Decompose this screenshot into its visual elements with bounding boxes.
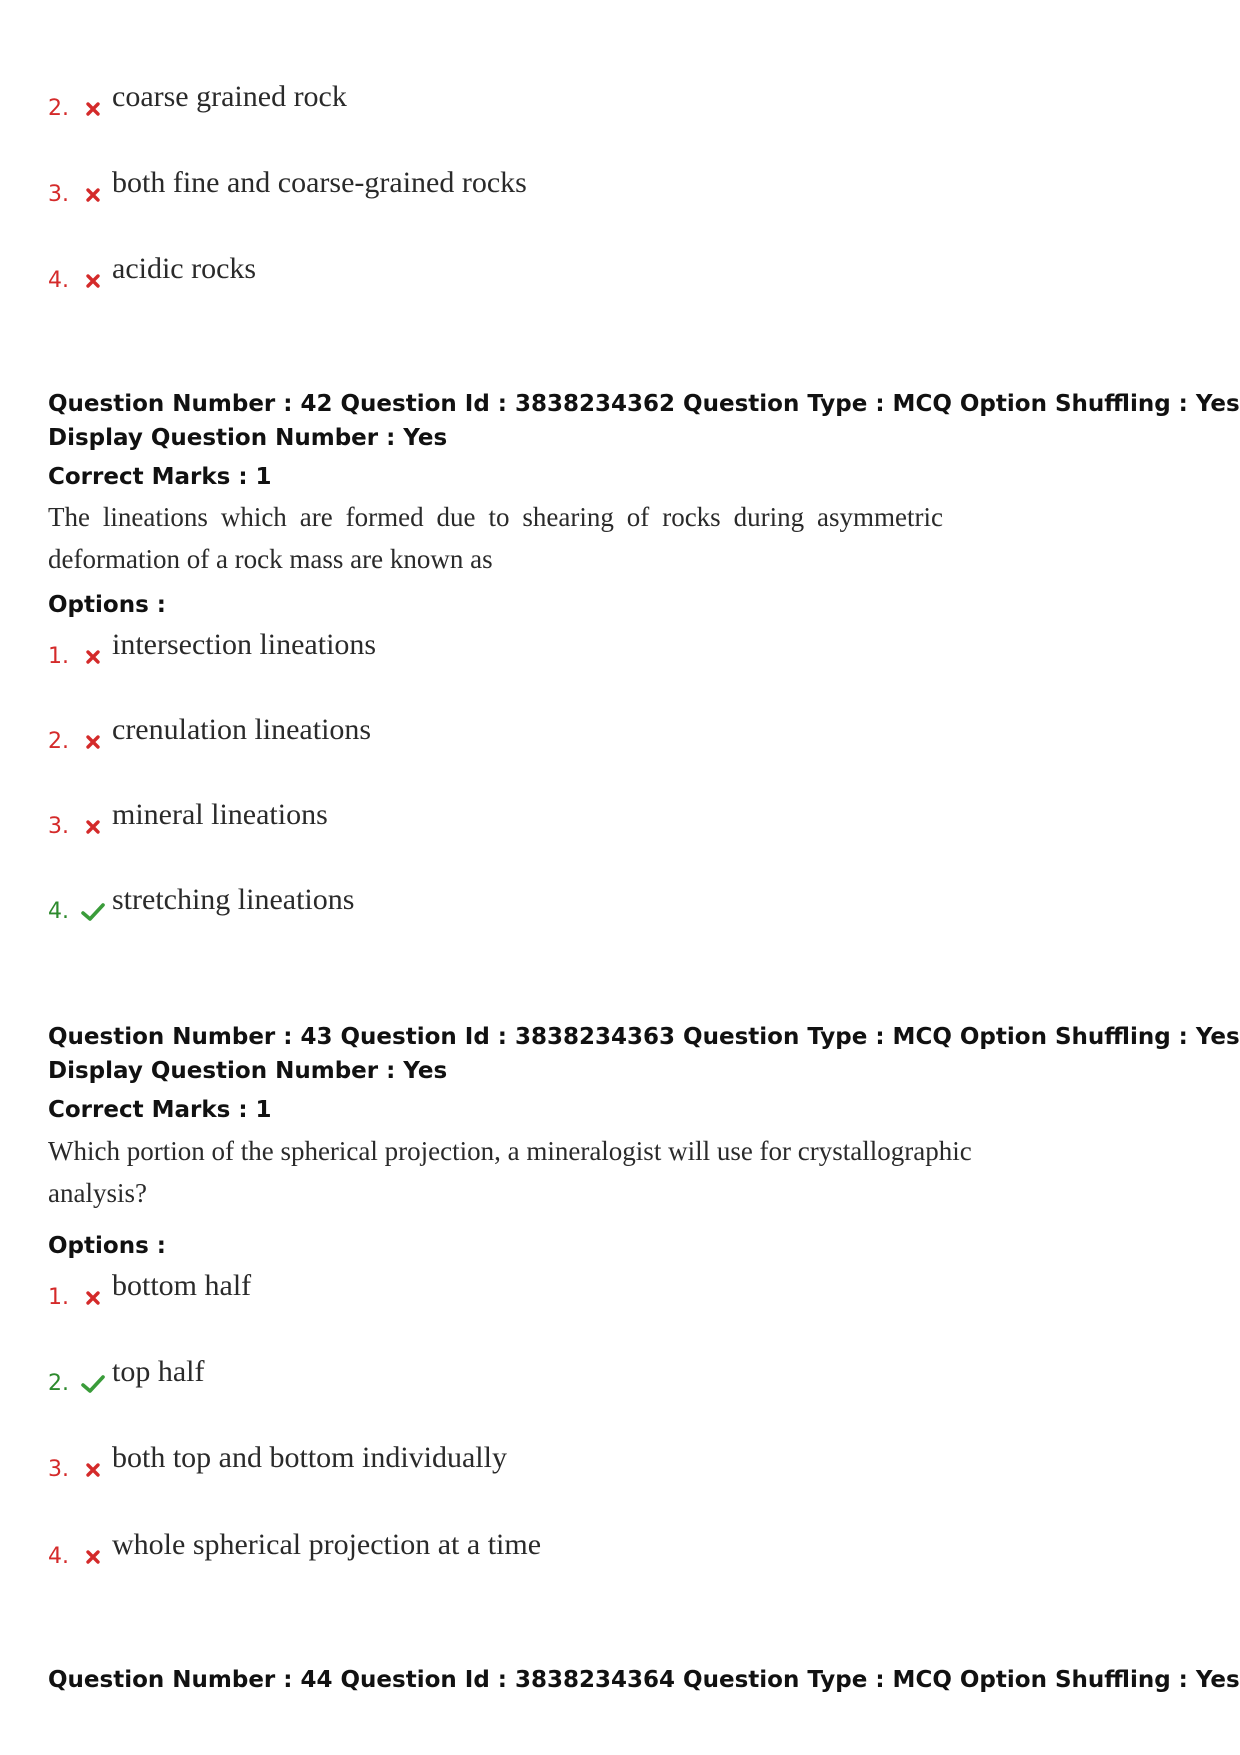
option-row — [48, 715, 371, 755]
option-row — [48, 168, 527, 208]
question-text — [48, 1130, 972, 1214]
option-text: top half — [112, 1355, 205, 1388]
check-icon — [78, 899, 108, 925]
option-row — [48, 1530, 541, 1570]
cross-icon — [78, 1457, 108, 1483]
option-text: both top and bottom individually — [112, 1441, 507, 1474]
option-text: bottom half — [112, 1269, 252, 1302]
option-row — [48, 630, 376, 670]
option-text: intersection lineations — [112, 628, 377, 661]
option-number: 4. — [48, 899, 69, 924]
option-number: 2. — [48, 1371, 69, 1396]
display-question-number: Display Question Number : Yes — [48, 425, 448, 451]
option-row — [48, 1443, 507, 1483]
options-label: Options : — [48, 592, 166, 618]
question-text-line: analysis? — [48, 1178, 147, 1208]
cross-icon — [78, 1285, 108, 1311]
cross-icon — [78, 644, 108, 670]
cross-icon — [78, 1544, 108, 1570]
option-row — [48, 800, 328, 840]
option-row — [48, 885, 354, 925]
option-text: acidic rocks — [112, 252, 257, 285]
option-text: stretching lineations — [112, 883, 355, 916]
question-text-line: Which portion of the spherical projection, a mineralogist will use for crystallographic — [48, 1136, 972, 1166]
question-text-line: deformation of a rock mass are known as — [48, 544, 493, 574]
option-row — [48, 82, 347, 122]
question-header: Question Number : 42 Question Id : 3838234362 Question Type : MCQ Option Shuffling : Yes — [48, 391, 1240, 417]
option-row — [48, 1357, 204, 1397]
cross-icon — [78, 729, 108, 755]
option-number: 4. — [48, 268, 69, 293]
correct-marks: Correct Marks : 1 — [48, 464, 272, 490]
option-number: 2. — [48, 96, 69, 121]
option-number: 3. — [48, 814, 69, 839]
option-number: 4. — [48, 1544, 69, 1569]
option-text: both fine and coarse-grained rocks — [112, 166, 527, 199]
cross-icon — [78, 814, 108, 840]
question-header: Question Number : 44 Question Id : 3838234364 Question Type : MCQ Option Shuffling : Yes — [48, 1667, 1240, 1693]
option-text: crenulation lineations — [112, 713, 372, 746]
option-number: 2. — [48, 729, 69, 754]
option-number: 3. — [48, 182, 69, 207]
check-icon — [78, 1371, 108, 1397]
cross-icon — [78, 96, 108, 122]
option-number: 1. — [48, 1285, 69, 1310]
display-question-number: Display Question Number : Yes — [48, 1058, 448, 1084]
option-text: whole spherical projection at a time — [112, 1528, 542, 1561]
option-text: mineral lineations — [112, 798, 328, 831]
question-text — [48, 496, 943, 580]
options-label: Options : — [48, 1233, 166, 1259]
option-row — [48, 1271, 251, 1311]
option-text: coarse grained rock — [112, 80, 347, 113]
cross-icon — [78, 182, 108, 208]
option-number: 1. — [48, 644, 69, 669]
question-header: Question Number : 43 Question Id : 3838234363 Question Type : MCQ Option Shuffling : Yes — [48, 1024, 1240, 1050]
cross-icon — [78, 268, 108, 294]
option-row — [48, 254, 256, 294]
option-number: 3. — [48, 1457, 69, 1482]
question-text-line: The lineations which are formed due to shearing of rocks during asymmetric — [48, 502, 943, 532]
correct-marks: Correct Marks : 1 — [48, 1097, 272, 1123]
